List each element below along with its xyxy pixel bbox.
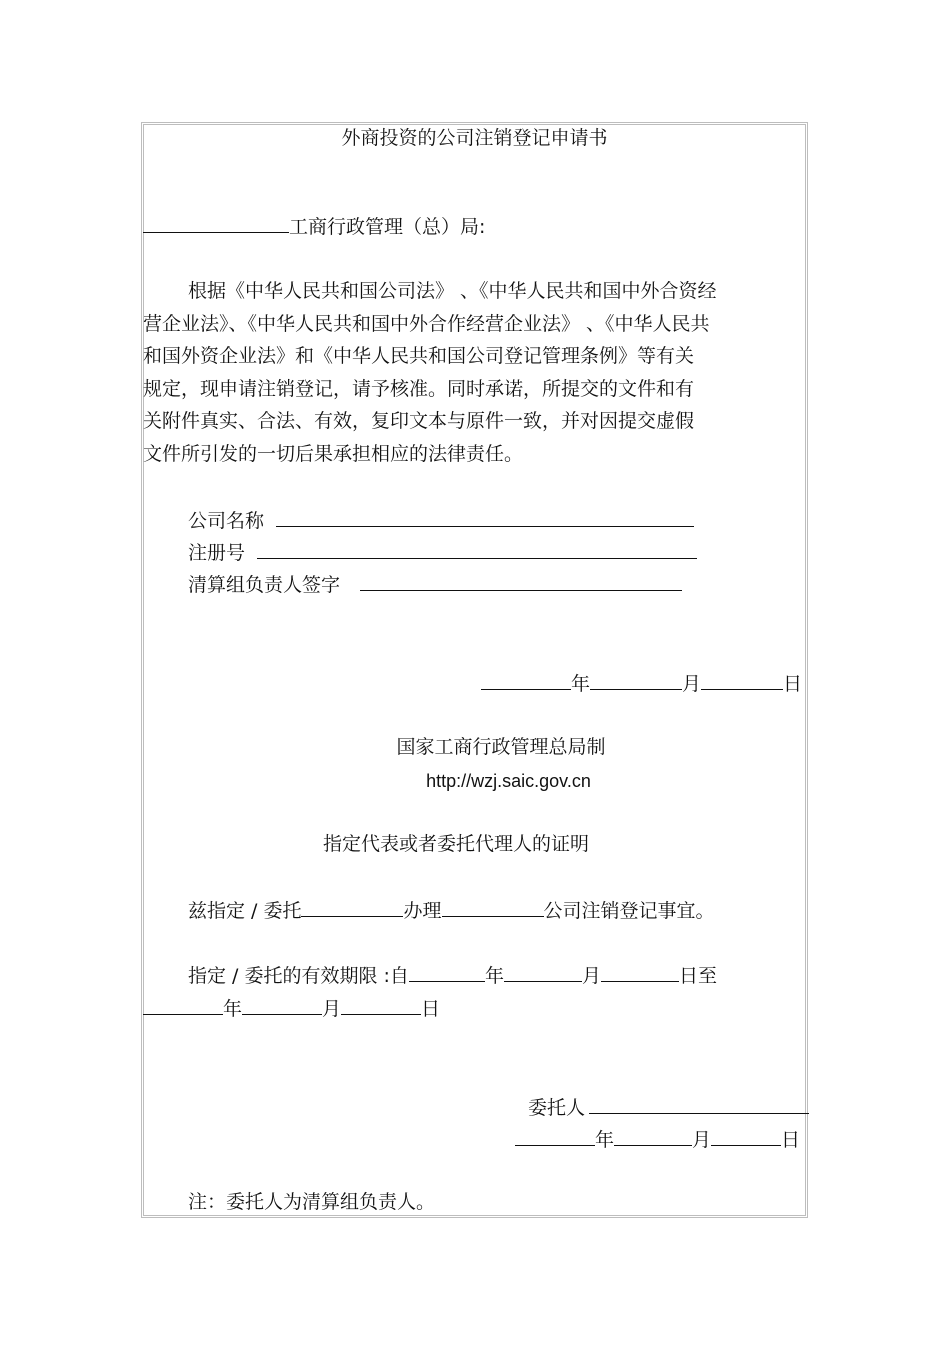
addressee-text: 工商行政管理（总）局: <box>289 216 486 238</box>
proxy-line1-a: 兹指定 / 委托 <box>188 900 302 922</box>
year-label: 年 <box>223 998 243 1020</box>
signer-row <box>188 572 682 597</box>
reg-no-row <box>188 540 697 565</box>
form-title: 外商投资的公司注销登记申请书 <box>341 127 608 149</box>
form-day-field[interactable] <box>701 671 783 690</box>
body-line: 和国外资企业法》和《中华人民共和国公司登记管理条例》等有关 <box>143 345 695 367</box>
proxy-line1-c: 公司注销登记事宜。 <box>543 900 715 922</box>
principal-label: 委托人 <box>528 1097 586 1119</box>
year-label: 年 <box>571 673 591 695</box>
from-month-field[interactable] <box>504 963 582 982</box>
form-date-row <box>481 671 802 696</box>
company-name-field[interactable] <box>276 508 694 527</box>
issuer-url: http://wzj.saic.gov.cn <box>426 771 591 791</box>
principal-day-field[interactable] <box>711 1127 781 1146</box>
form-month-field[interactable] <box>590 671 682 690</box>
addressee-line <box>143 214 485 239</box>
company-name-label: 公司名称 <box>188 510 265 532</box>
proxy-line1-b: 办理 <box>403 900 442 922</box>
reg-no-label: 注册号 <box>188 542 246 564</box>
body-line: 营企业法》、《中华人民共和国中外合作经营企业法》 、《中华人民共 <box>143 313 710 335</box>
proxy-line-1 <box>188 898 715 923</box>
principal-year-field[interactable] <box>515 1127 595 1146</box>
principal-field[interactable] <box>589 1095 809 1114</box>
appointee-field[interactable] <box>301 898 403 917</box>
day-label: 日 <box>783 673 803 695</box>
issuer: 国家工商行政管理总局制 <box>396 736 606 758</box>
to-year-field[interactable] <box>143 996 223 1015</box>
day-label: 日 <box>781 1129 801 1151</box>
month-label: 月 <box>581 965 601 987</box>
from-year-field[interactable] <box>409 963 485 982</box>
bureau-blank[interactable] <box>143 214 289 233</box>
principal-month-field[interactable] <box>614 1127 692 1146</box>
month-label: 月 <box>682 673 702 695</box>
proxy-title: 指定代表或者委托代理人的证明 <box>322 833 589 855</box>
company-name-row <box>188 508 694 533</box>
proxy-line-2 <box>188 963 717 988</box>
to-month-field[interactable] <box>242 996 322 1015</box>
body-line: 根据《中华人民共和国公司法》 、《中华人民共和国中外合资经 <box>188 280 717 302</box>
year-label: 年 <box>595 1129 615 1151</box>
body-line: 文件所引发的一切后果承担相应的法律责任。 <box>143 443 524 465</box>
principal-date-row <box>515 1127 800 1152</box>
from-day-field[interactable] <box>601 963 679 982</box>
day-label: 日 <box>421 998 441 1020</box>
body-line: 规定，现申请注销登记，请予核准。同时承诺，所提交的文件和有 <box>143 378 695 400</box>
signer-label: 清算组负责人签字 <box>188 574 341 596</box>
company-field[interactable] <box>442 898 544 917</box>
until-label: 日至 <box>678 965 717 987</box>
year-label: 年 <box>484 965 504 987</box>
month-label: 月 <box>322 998 342 1020</box>
signer-field[interactable] <box>360 572 682 591</box>
month-label: 月 <box>692 1129 712 1151</box>
note: 注：委托人为清算组负责人。 <box>188 1191 436 1213</box>
principal-row <box>528 1095 809 1120</box>
reg-no-field[interactable] <box>257 540 697 559</box>
form-year-field[interactable] <box>481 671 571 690</box>
to-day-field[interactable] <box>341 996 421 1015</box>
proxy-line-3 <box>143 996 440 1021</box>
body-line: 关附件真实、合法、有效，复印文本与原件一致，并对因提交虚假 <box>143 410 695 432</box>
validity-label: 指定 / 委托的有效期限 :自 <box>188 965 409 987</box>
